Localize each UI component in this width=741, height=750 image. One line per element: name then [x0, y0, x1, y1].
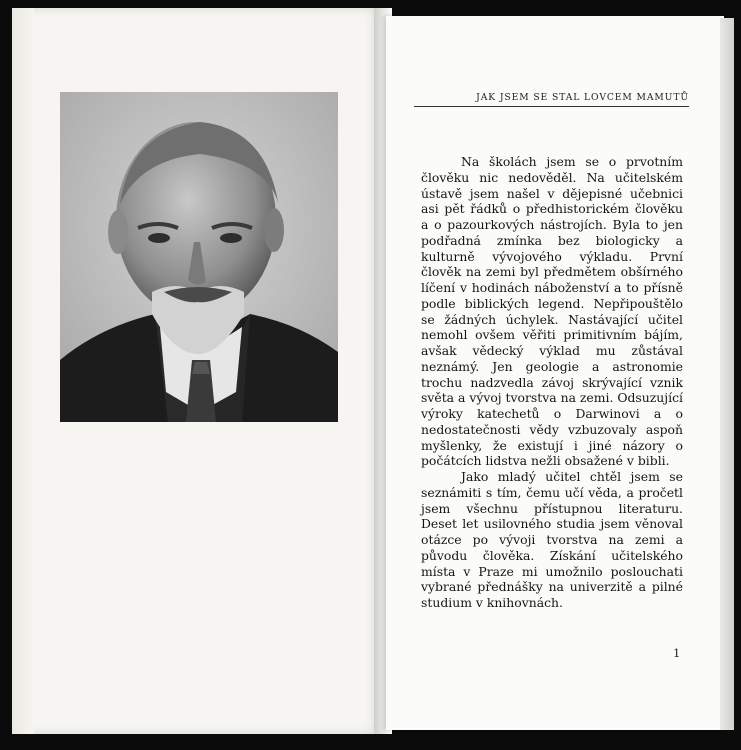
paragraph: Jako mladý učitel chtěl jsem se seznámiti s tím, čemu učí věda, a pročetl jsem všechnu přístupnou literaturu. Deset let usilovného studia jsem věnoval otázce po vývoji tvorstva na zemi a původu člověka. Získání učitelského místa v Praze mi umožnilo poslouchati vybrané přednášky na univerzitě a pilné studium v knihovnách. [421, 469, 683, 610]
paragraph: Na školách jsem se o prvotním člověku nic nedověděl. Na učitelském ústavě jsem našel v dějepisné učebnici asi pět řádků o předhistorickém člověku a o pazourkových nástrojích. Byla to jen podřadná zmínka bez biologicky a kulturně vývojového výkladu. První člověk na zemi byl předmětem obšírného líčení v hodinách náboženství a to přísně podle biblických legend. Nepřipouštělo se žádných úchylek. Nastávající učitel nemohl ovšem věřiti primitivním bájím, avšak vědecký výklad mu zůstával neznámý. Jen geologie a astronomie trochu nadzvedla závoj skrývající vznik světa a vývoj tvorstva na zemi. Odsuzující výroky katechetů o Darwinovi a o nedostatečnosti vědy vzbuzovaly aspoň myšlenky, že existují i jiné názory o počátcích lidstva nežli obsažené v bibli. [421, 154, 683, 469]
page-number: 1 [673, 646, 681, 660]
author-portrait-photo [60, 92, 338, 422]
body-text [421, 154, 683, 611]
page-edges [720, 18, 734, 730]
running-head: JAK JSEM SE STAL LOVCEM MAMUTŮ [414, 92, 689, 107]
